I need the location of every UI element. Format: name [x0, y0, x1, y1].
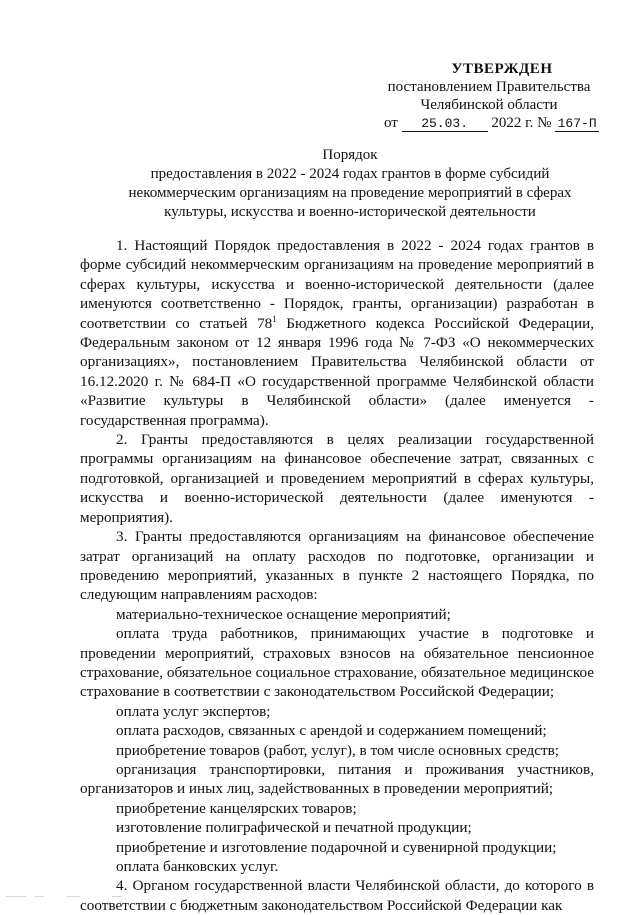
- scan-edge-marks: [0, 896, 640, 902]
- approval-date: 25.03.: [402, 116, 488, 132]
- expense-item: материально-техническое оснащение мероприятий;: [116, 605, 451, 623]
- expense-item: приобретение товаров (работ, услуг), в том числе основных средств;: [116, 741, 560, 759]
- title-line-2: некоммерческим организациям на проведение мероприятий в сферах: [128, 185, 572, 201]
- year-number-label: 2022 г. №: [491, 115, 552, 131]
- paragraph-3: 3. Гранты предоставляются организациям на финансовое обеспечение затрат организаций на оплату расходов по подготовке, организации и проведению мероприятий, указанных в пункте 2 настоящего Порядка, по следующим направлениям расходов:: [80, 528, 594, 604]
- approval-stamp: [384, 60, 597, 132]
- expense-item: организация транспортировки, питания и проживания участников, организаторов и иных лиц, задействованных в проведении мероприятий;: [80, 760, 594, 798]
- approval-number: 167-П: [555, 116, 599, 132]
- title-line-1: предоставления в 2022 - 2024 годах грантов в форме субсидий: [150, 166, 550, 182]
- approved-label: УТВЕРЖДЕН: [451, 61, 553, 77]
- expense-item: приобретение канцелярских товаров;: [116, 799, 357, 817]
- paragraph-2: 2. Гранты предоставляются в целях реализации государственной программы организациям на финансовое обеспечение затрат, связанных с подготовкой, организацией и проведением мероприятий в сферах культуры, искусства и военно-исторической деятельности (далее именуются - мероприятия).: [80, 431, 594, 526]
- paragraph-1: [80, 236, 594, 430]
- document-title: [80, 146, 620, 222]
- approval-line-1: постановлением Правительства: [387, 79, 591, 95]
- approval-line-2: Челябинской области: [420, 97, 558, 113]
- article-superscript: 1: [272, 313, 277, 324]
- from-label: от: [384, 115, 398, 131]
- expense-item: оплата расходов, связанных с арендой и содержанием помещений;: [116, 722, 547, 740]
- expense-item: оплата труда работников, принимающих участие в подготовке и проведении мероприятий, страховых взносов на обязательное пенсионное страхование, обязательное социальное страхование, обязательное медицинское страхование в соответствии с законодательством Российской Федерации;: [80, 625, 594, 701]
- paragraph-4: 4. Органом государственной власти Челябинской области, до которого в соответствии с бюджетным законодательством Российской Федерации как: [80, 877, 594, 914]
- expense-item: изготовление полиграфической и печатной продукции;: [116, 819, 472, 837]
- title-heading: Порядок: [322, 147, 378, 163]
- document-body: [80, 236, 594, 915]
- paragraph-1-part-2: Бюджетного кодекса Российской Федерации, Федеральным законом от 12 января 1996 года № 7-ФЗ «О некоммерческих организациях», постановлением Правительства Челябинской области от 16.12.2020 г. № 684-П «О государственной программе Челябинской области «Развитие культуры в Челябинской области» (далее именуется - государственная программа).: [80, 314, 594, 429]
- expense-item: оплата услуг экспертов;: [116, 702, 271, 720]
- approval-date-line: [384, 114, 597, 132]
- expense-item: оплата банковских услуг.: [116, 858, 279, 875]
- paragraph-1-part-1: 1. Настоящий Порядок предоставления в 2022 - 2024 годах грантов в форме субсидий некоммерческим организациям на проведение мероприятий в сферах культуры, искусства и военно-исторической деятельности (далее именуются соответственно - Порядок, гранты, организации) разработан в соответствии со статьей 78: [80, 237, 594, 332]
- title-line-3: культуры, искусства и военно-исторической деятельности: [164, 204, 536, 220]
- expense-item: приобретение и изготовление подарочной и сувенирной продукции;: [116, 838, 557, 856]
